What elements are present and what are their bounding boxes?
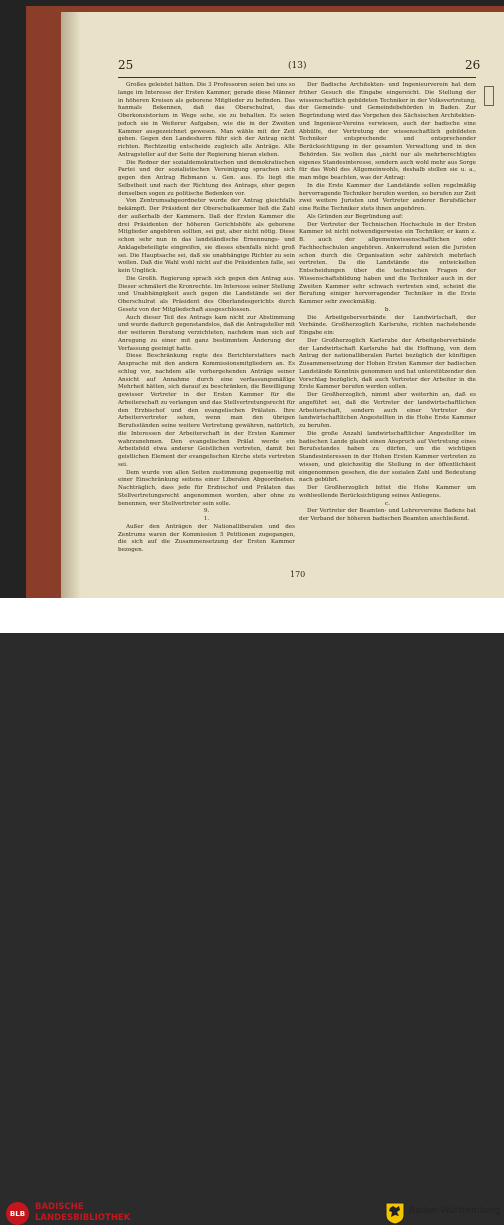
blb-name-line2: LANDESBIBLIOTHEK (35, 1213, 131, 1223)
paragraph: Der Großherzoglich bittet die Hohe Kammer um wohlwollende Berücksichtigung seines Anliegens. (299, 485, 476, 499)
footer-page-number: 170 (290, 570, 306, 579)
paragraph: Der Vertreter der Beamten- und Lehrervereine Badens hat der Verband der höheren badischen Beamten anschließend. (299, 508, 476, 522)
section-number: c. (385, 500, 390, 507)
paragraph: Die große Anzahl landwirtschaftlicher Angestellter im badischen Lande glaubt einen Anspruch auf Vertretung eines Berufsstandes haben zu dürfen, um die wichtigen Standesinteressen in der Hohen Ersten Kammer vertreten zu wissen, und gleichzeitig die Stellung in der öffentlichkeit eingenommen gesehen, die der sozialen Zahl und Bedeutung nach gebührt. (299, 430, 476, 484)
paragraph: Der Großherzoglich, nimmt aber weiterhin an, daß es angeführt sei, daß die Vertreter der landwirtschaftlichen Arbeiterschaft, sondern auch einer Vertreter der landwirtschaftlichen Angestellten in die Hohe Erste Kammer zu berufen. (299, 392, 476, 429)
header-rule (118, 77, 476, 78)
paragraph: Außer den Anträgen der Nationalliberalen und des Zentrums waren der Kommission 5 Petitionen zugegangen, die sich auf die Zusammensetzung der Ersten Kammer bezogen. (118, 523, 295, 553)
paragraph: Diese Beschränkung regte des Berichterstatters nach Ansprache mit den andern Kommissionsmitgliedern an. Es schlug vor, nachdem alle vorhergehenden Anträge seiner Ansicht auf Annahme durch eine verfassungsmäßige Mehrheit hätten, sich darauf zu beschränken, die Bewilligung gewisser Vertreter in der Ersten Kammer für die Arbeiterschaft zu verlangen und das Stellvertretungsrecht für den Erzbischof und den evangelischen Prälaten. Ihre Arbeitervertreter sehen, wenn man den übrigen Berufsständen seine weitere Vertretung gewähren, natürlich, die Interessen der Arbeiterschaft in der Ersten Kammer wahrzunehmen. Den evangelischen Prälat werde ein Arbeitsfeld etwa anderer Geistlichen vertreten, damit bei geistlichen Element der evangelischen Kirche stets vertreten sei. (118, 353, 295, 468)
paragraph: Als Gründen zur Begründung auf: (307, 213, 404, 220)
paragraph: Die Arbeitgeberverbände der Landwirtschaft, der Verbände. Großherzoglich Karlsruhe, richten nachstehende Eingabe ein: (299, 314, 476, 336)
page-gutter-shadow (61, 12, 81, 598)
subsection-number: 1. (203, 516, 210, 522)
scanned-book-image (0, 0, 504, 598)
paragraph: Die Redner der sozialdemokratischen und demokratischen Partei und der sozialistischen Vereinigung sprachen sich gegen den Antrag Rebmann u. Gen. aus. Es liegt die Selbstheit und nach der Richtung des Antrags, eher gegen denselben sogen zu politische Bedenken vor. (118, 159, 295, 197)
blb-name (35, 1202, 130, 1224)
section-number: 9. (203, 508, 210, 515)
section-number: b. (384, 306, 391, 313)
page-number-left: 25 (118, 58, 134, 72)
sheet-number: (13) (288, 61, 307, 71)
paragraph: Der Badische Architekten- und Ingenieurverein hat dem früher Gesuch die Eingabe eingereicht. Die Stellung der wissenschaftlich gebildeten Techniker in der Volksvertretung, der Gemeinde- und Gemeindebehörden in Baden. Zur Begründung wird das Vorgehen des Sächsischen Architekten- und Ingenieur-Vereins verwiesen, auch der badische eine Abhülfe, der Vertretung der wissenschaftlich gebildeten Techniker entsprechende und entsprechender Berücksichtigung in der gesamten Verwaltung und in den Behörden. Sie wollen das „nicht nur als mehrberechtigtes eigenes Standesinteresse, sondern auch wohl mehr aus Sorge für das Wohl des Allgemeinwohls, deshalb stellen sie u. a., man möge beachten, was der Antrag: (299, 82, 476, 181)
text-column-right (299, 82, 476, 568)
paragraph: In die Erste Kammer der Landstände sollen regelmäßig hervorragende Techniker berufen werden, so berufen zur Zeit zwei weitere Juristen und Vertreter anderer Berufsfächer eine Reihe Techniker stets ihnen angehören. (299, 182, 476, 212)
blb-logo[interactable]: BLB (6, 1202, 29, 1225)
paragraph: Von Zentrumsabgeordneter wurde der Antrag gleichfalls bekämpft. Der Präsident der Oberschulkammer ließ die Zahl der außerhalb der Kammern. Daß der Ersten Kammer die drei Präsidenten der höheren Gerichtshöfe als geborene Mitglieder angehören sollten, sei gut, aber nicht nötig. Diese schon sehr nun in das landständische Ernennungs- und Anklagebeteiligte eingreifen, sie dieses ebenfalls nicht groß sei. Die Hauptsache sei, daß sie unabhängige Richter zu sein wollen. Daß die Wahl wohl nicht auf die Präsidenten falle, sei kein Unglück. (118, 198, 295, 274)
paragraph: Auch dieser Teil des Antrags kam nicht zur Abstimmung und wurde dadurch gegenstandslos, daß die Antragsteller mit der weiteren Beratung verzichteten, nachdem man sich auf Anregung zu einer mit ganz bestimmtem Änderung der Verfassung geeinigt hatte. (118, 314, 295, 352)
page-number-right: 26 (465, 58, 481, 72)
baden-wuerttemberg-label: Baden-Württemberg (409, 1206, 501, 1216)
baden-wuerttemberg-lion-icon (384, 1201, 406, 1225)
library-stamp-mark (484, 86, 494, 106)
paragraph: Dem wurde von allen Seiten zustimmung gegenseitig mit einer Einschränkung seitens einer Liberalen Abgeordneten. Nachträglich, dass jede für Erzbischof und Prälaten das Stellvertretungsrecht angenommen worden, aber ohne zu benennen, wer Stellvertreter sein solle. (118, 469, 295, 507)
library-branding-bar (0, 598, 504, 1223)
blb-name-line1: BADISCHE (35, 1202, 84, 1212)
text-column-left (118, 82, 295, 568)
paragraph: Der Großherzoglich Karlsruhe der Arbeitgeberverbände der Landwirtschaft Karlsruhe hat die Hoffnung, von dem Antrag der nationalliberalen Partei bezüglich der künftigen Zusammensetzung der Hohen Ersten Kammer der badischen Landstände Kenntnis genommen und hat unterstützender den Vorschlag bezüglich, daß auch Vertreter der Arbeiter in die Erste Kammer berufen werden sollen. (299, 337, 476, 391)
paragraph: Die Großh. Regierung sprach sich gegen den Antrag aus. Dieser schmälert die Kronrechte. Im Interesse seiner Stellung und Unabhängigkeit auch gegen die Landstände sei der Oberschulrat als Präsident des Oberlandesgerichts durch Gesetz von der Mitgliedschaft ausgeschlossen. (118, 275, 295, 313)
paragraph: Großes geleistet hätten. Die 3 Professoren seien bei uns so lange im Interesse der Ersten Kammer, gerade diese Männer in höheren Kreisen als geborene Mitglieder zu befinden. Das hanmals Bekennen, daß das Oberschulrat, das Oberkonsistorium in Wege sehe, sie zu behalten. Es seien jedoch sie in Weiterer Aufgaben, wie die in der Zweiten Kammer ausgezeichnet gewesen. Man wähle mit der Zeit gehen. Gegen den Landesherrn führ sich der Antrag nicht richten. Rechtzeitig entscheide zugleich alle Anträge. Alle Antragsteller auf der Seite der Regierung hieran stehen. (118, 82, 295, 158)
paragraph: Der Vertreter der Technischen Hochschule in der Ersten Kammer ist nicht notwendigerweise ein Techniker, er kann z. B. auch der allgemeinwissenschaftlichen oder Fachhochschulen angehören. Ankerrufend seien die Juristen schon durch die Organisation sehr zahlreich mehrfach vertreten. Da die Landstände die entwickelten Entscheidungen über die technischen Fragen der Wissenschaftsbildung haben und die Techniker auch in der Zweiten Kammer sehr schwach vertreten sind, scheint die Berufung einiger hervorragender Techniker in die Erste Kammer sehr zweckmäßig. (299, 221, 476, 305)
